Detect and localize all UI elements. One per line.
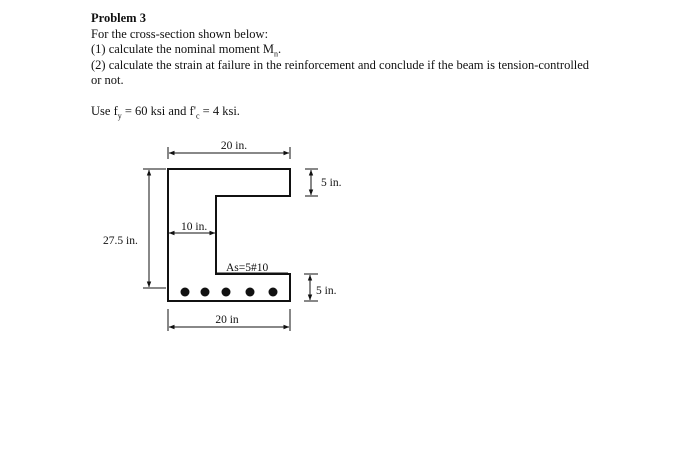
item1-subscript: n — [273, 49, 278, 59]
use-mid: = 60 ksi and f' — [121, 103, 196, 118]
cover-dimension — [304, 274, 337, 301]
reinforcement-bars — [181, 288, 278, 297]
web-width-label: 10 in. — [181, 221, 208, 233]
use-prefix: Use f — [91, 103, 118, 118]
bottom-width-dimension — [168, 309, 290, 331]
web-width-dimension — [169, 221, 215, 233]
rebar — [246, 288, 255, 297]
rebar — [201, 288, 210, 297]
cover-label: 5 in. — [316, 285, 337, 297]
problem-item-2-line-1: (2) calculate the strain at failure in the reinforcement and conclude if the beam is tension-controlled — [91, 57, 590, 72]
rebar — [269, 288, 278, 297]
fc-subscript: c — [195, 111, 200, 120]
problem-title: Problem 3 — [91, 11, 146, 25]
rebar — [181, 288, 190, 297]
flange-depth-dimension — [305, 169, 342, 196]
steel-area-label: As=5#10 — [226, 262, 269, 274]
rebar — [222, 288, 231, 297]
item1-prefix: (1) calculate the nominal moment M — [91, 42, 274, 56]
bottom-width-label: 20 in — [215, 314, 239, 326]
top-width-label: 20 in. — [220, 140, 248, 152]
steel-area-callout — [216, 262, 288, 274]
use-suffix: = 4 ksi. — [199, 103, 240, 118]
problem-item-2-line-2: or not. — [91, 73, 124, 87]
item1-suffix: . — [277, 42, 282, 56]
flange-depth-label: 5 in. — [321, 177, 342, 189]
total-height-label: 27.5 in. — [103, 235, 138, 247]
top-width-dimension — [168, 140, 290, 159]
section-outline — [168, 169, 290, 301]
problem-intro: For the cross-section shown below: — [91, 26, 269, 41]
fy-subscript: y — [117, 111, 122, 120]
total-height-dimension — [103, 169, 166, 288]
